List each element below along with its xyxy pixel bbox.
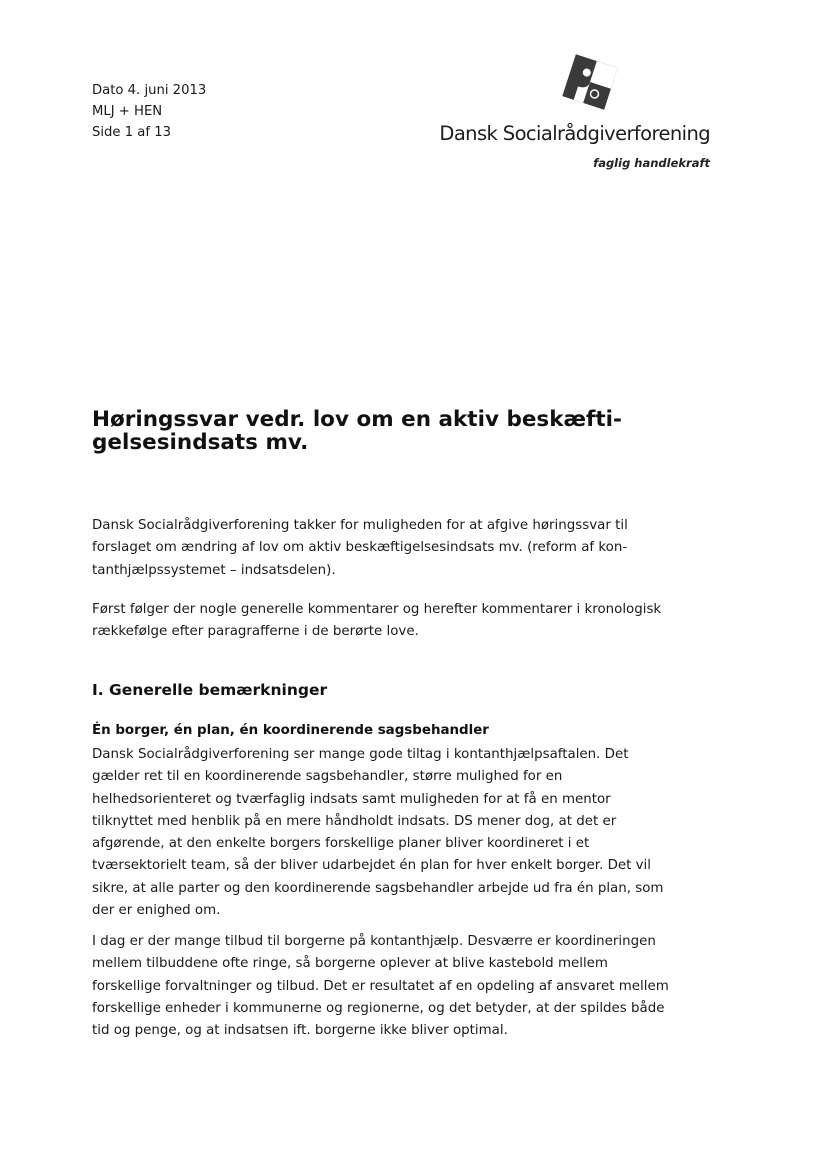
brand-logo — [420, 50, 720, 180]
ds-logo-icon — [558, 50, 622, 114]
body-paragraph: I dag er der mange tilbud til borgerne på kontanthjælp. Desværre er koordineringen mellem tilbuddene ofte ringe, så borgerne oplever at blive kastebold mellem forskellige forvaltninger og tilbud. Det er resultatet af en opdeling af ansvaret mellem forskellige enheder i kommunerne og regionerne, og det betyder, at der spildes både tid og penge, og at indsatsen ift. borgerne ikke bliver optimal. — [92, 934, 669, 1039]
section-heading: I. Generelle bemærkninger — [92, 681, 328, 699]
document-initials: MLJ + HEN — [92, 104, 163, 119]
brand-tagline: faglig handlekraft — [593, 156, 710, 170]
intro-paragraph: Dansk Socialrådgiverforening takker for muligheden for at afgive høringssvar til forslaget om ændring af lov om aktiv beskæftigelsesindsats mv. (reform af kontanthjælpssystemet – indsatsdelen). — [92, 518, 628, 578]
subheading: Én borger, én plan, én koordinerende sagsbehandler — [92, 723, 489, 738]
page-number: Side 1 af 13 — [92, 125, 171, 140]
document-title: Høringssvar vedr. lov om en aktiv beskæftigelsesindsats mv. — [92, 407, 622, 455]
brand-name: Dansk Socialrådgiverforening — [439, 122, 710, 145]
document-date: Dato 4. juni 2013 — [92, 83, 207, 98]
intro-paragraph: Først følger der nogle generelle kommentarer og herefter kommentarer i kronologisk rækkefølge efter paragrafferne i de berørte love. — [92, 602, 662, 640]
document-meta — [92, 80, 206, 143]
body-paragraph: Dansk Socialrådgiverforening ser mange gode tiltag i kontanthjælpsaftalen. Det gælder ret til en koordinerende sagsbehandler, større mulighed for en helhedsorienteret og tværfaglig indsats samt muligheden for at få en mentor tilknyttet med henblik på en mere håndholdt indsats. DS mener dog, at det er afgørende, at den enkelte borgers forskellige planer bliver koordineret i et tværsektorielt team, så der bliver udarbejdet én plan for hver enkelt borger. Det vil sikre, at alle parter og den koordinerende sagsbehandler arbejde ud fra én plan, som der er enighed om. — [92, 747, 664, 919]
